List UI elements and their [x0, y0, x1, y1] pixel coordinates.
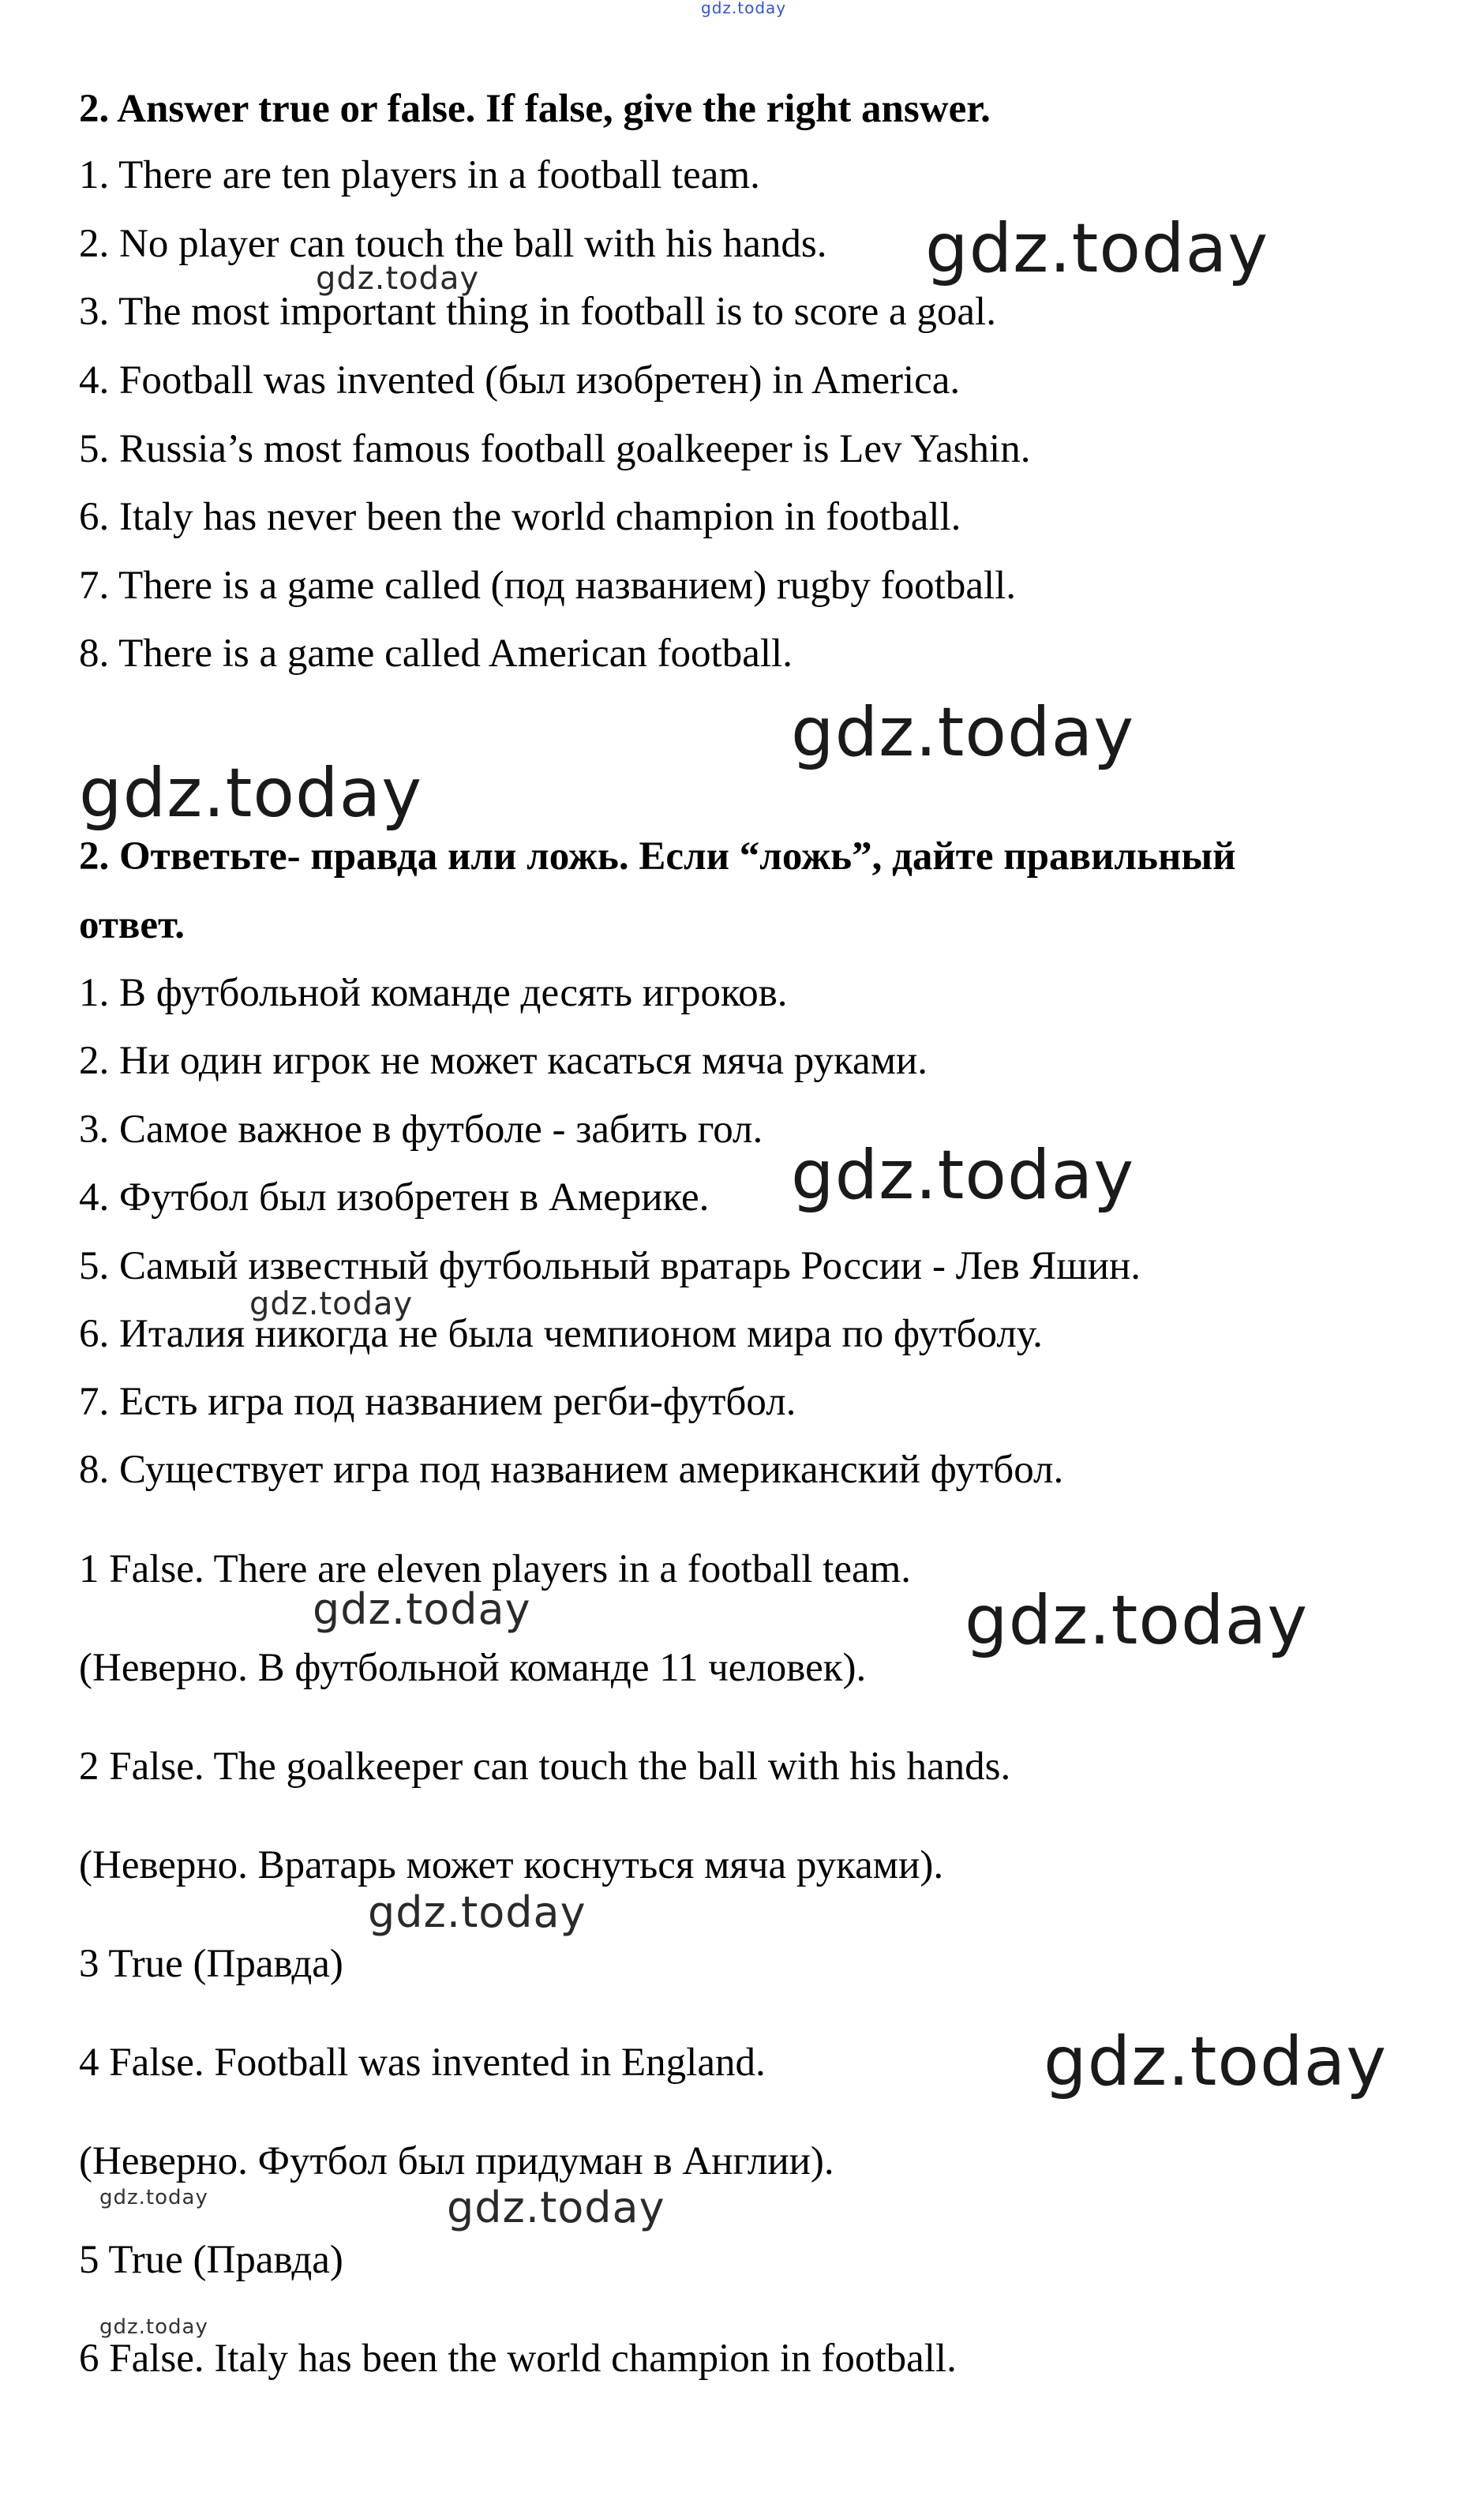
watermark: gdz.today — [99, 2186, 208, 2209]
exercise-item-en: 6. Italy has never been the world champion in football. — [79, 495, 961, 539]
answer-line: 3 True (Правда) — [79, 1942, 343, 1986]
exercise-item-en: 3. The most important thing in football is to score a goal. — [79, 290, 996, 334]
exercise-item-en: 4. Football was invented (был изобретен) in America. — [79, 358, 961, 403]
watermark: gdz.today — [316, 260, 480, 297]
watermark: gdz.today — [447, 2183, 665, 2232]
exercise-item-en: 1. There are ten players in a football team. — [79, 153, 760, 197]
exercise-item-ru: 4. Футбол был изобретен в Америке. — [79, 1175, 710, 1220]
exercise-item-ru: 6. Италия никогда не была чемпионом мира по футболу. — [79, 1312, 1043, 1356]
answer-line: (Неверно. В футбольной команде 11 человек). — [79, 1646, 867, 1690]
answer-line: 1 False. There are eleven players in a football team. — [79, 1547, 912, 1591]
exercise-item-ru: 5. Самый известный футбольный вратарь России - Лев Яшин. — [79, 1244, 1141, 1288]
watermark: gdz.today — [79, 754, 423, 833]
exercise-item-ru: 2. Ни один игрок не может касаться мяча руками. — [79, 1039, 928, 1083]
exercise-heading-ru: 2. Ответьте- правда или ложь. Если “ложь”, дайте правильный — [79, 834, 1236, 879]
watermark: gdz.today — [1044, 2022, 1388, 2101]
exercise-item-ru: 1. В футбольной команде десять игроков. — [79, 971, 788, 1015]
watermark: gdz.today — [249, 1286, 414, 1322]
exercise-item-ru: 7. Есть игра под названием регби-футбол. — [79, 1380, 796, 1424]
watermark: gdz.today — [701, 0, 787, 17]
exercise-item-ru: 8. Существует игра под названием американский футбол. — [79, 1448, 1064, 1492]
answer-line: (Неверно. Вратарь может коснуться мяча руками). — [79, 1843, 944, 1887]
watermark: gdz.today — [368, 1887, 586, 1937]
exercise-item-ru: 3. Самое важное в футболе - забить гол. — [79, 1107, 763, 1152]
watermark: gdz.today — [791, 693, 1135, 772]
exercise-item-en: 7. There is a game called (под названием) rugby football. — [79, 564, 1017, 608]
answer-line: 5 True (Правда) — [79, 2238, 343, 2282]
answer-line: 6 False. Italy has been the world champion in football. — [79, 2337, 957, 2381]
answer-line: 2 False. The goalkeeper can touch the ball with his hands. — [79, 1745, 1011, 1789]
watermark: gdz.today — [965, 1581, 1309, 1660]
exercise-item-en: 8. There is a game called American football. — [79, 631, 793, 676]
exercise-item-en: 5. Russia’s most famous football goalkeeper is Lev Yashin. — [79, 427, 1031, 471]
exercise-heading-ru-cont: ответ. — [79, 903, 186, 947]
exercise-item-en: 2. No player can touch the ball with his hands. — [79, 222, 827, 266]
exercise-heading-en: 2. Answer true or false. If false, give the right answer. — [79, 87, 991, 131]
watermark: gdz.today — [99, 2315, 208, 2339]
answer-line: 4 False. Football was invented in England. — [79, 2041, 766, 2085]
watermark: gdz.today — [925, 209, 1269, 288]
answer-line: (Неверно. Футбол был придуман в Англии). — [79, 2139, 834, 2183]
watermark: gdz.today — [313, 1584, 531, 1634]
watermark: gdz.today — [791, 1136, 1135, 1215]
